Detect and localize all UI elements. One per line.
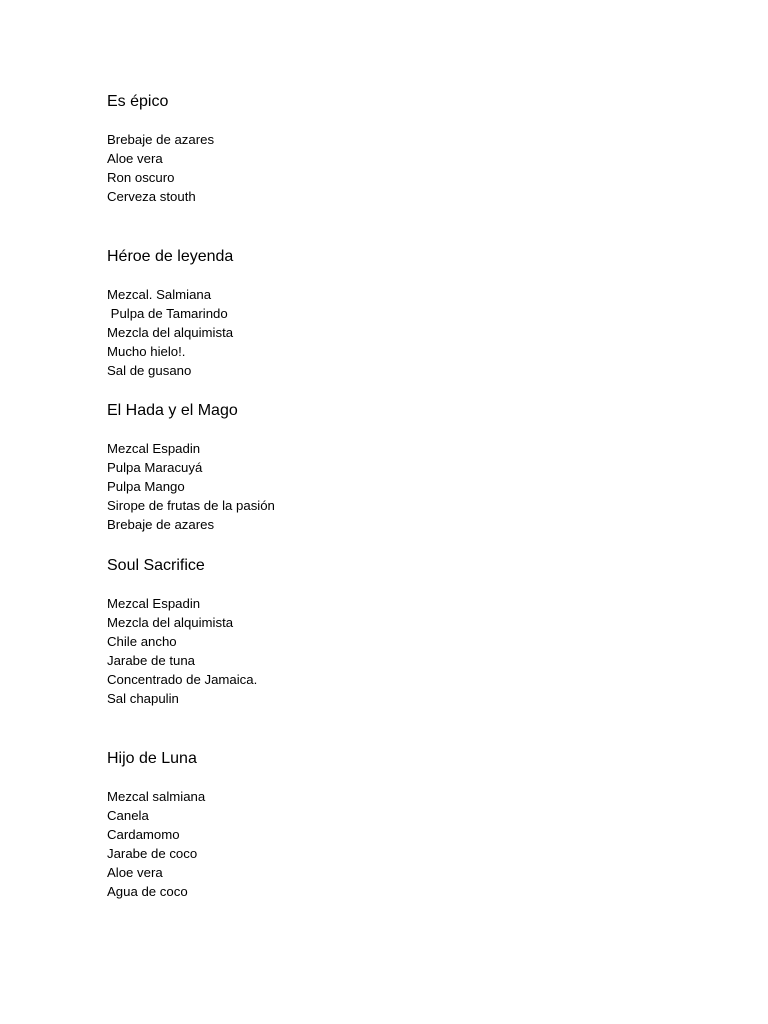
ingredient-list <box>107 787 205 902</box>
ingredient-item: Mezcal salmiana <box>107 789 206 804</box>
ingredient-item: Sal de gusano <box>107 363 192 379</box>
ingredient-item: Pulpa de Tamarindo <box>107 306 228 322</box>
ingredient-item: Mezcal. Salmiana <box>107 287 212 302</box>
recipe-hijo-de-luna <box>107 749 205 902</box>
ingredient-item: Cerveza stouth <box>107 189 196 205</box>
ingredient-item: Aloe vera <box>107 151 163 167</box>
ingredient-item: Brebaje de azares <box>107 517 215 533</box>
ingredient-list <box>107 285 233 380</box>
recipe-soul-sacrifice <box>107 556 257 709</box>
ingredient-item: Sal chapulin <box>107 691 179 707</box>
ingredient-list <box>107 439 275 534</box>
recipe-heroe-de-leyenda <box>107 247 233 380</box>
ingredient-item: Ron oscuro <box>107 170 175 186</box>
ingredient-item: Aloe vera <box>107 865 163 881</box>
ingredient-list <box>107 130 214 206</box>
ingredient-item: Jarabe de coco <box>107 846 198 862</box>
recipe-title: Soul Sacrifice <box>107 557 205 574</box>
ingredient-item: Mezcla del alquimista <box>107 615 234 631</box>
ingredient-item: Cardamomo <box>107 827 180 843</box>
ingredient-item: Agua de coco <box>107 884 188 900</box>
ingredient-item: Jarabe de tuna <box>107 653 195 669</box>
recipe-title: Héroe de leyenda <box>107 248 234 265</box>
recipe-title: El Hada y el Mago <box>107 402 238 419</box>
recipe-title: Es épico <box>107 93 169 110</box>
ingredient-item: Pulpa Mango <box>107 479 185 495</box>
ingredient-item: Mezcal Espadin <box>107 596 201 611</box>
ingredient-item: Mezcal Espadin <box>107 441 201 456</box>
ingredient-item: Chile ancho <box>107 634 177 650</box>
recipe-title: Hijo de Luna <box>107 750 197 767</box>
recipe-es-epico <box>107 92 214 206</box>
recipe-el-hada-y-el-mago <box>107 401 275 534</box>
ingredient-item: Mezcla del alquimista <box>107 325 234 341</box>
ingredient-item: Brebaje de azares <box>107 132 215 147</box>
ingredient-item: Concentrado de Jamaica. <box>107 672 258 688</box>
ingredient-list <box>107 594 257 709</box>
ingredient-item: Sirope de frutas de la pasión <box>107 498 275 514</box>
ingredient-item: Canela <box>107 808 149 824</box>
ingredient-item: Mucho hielo!. <box>107 344 186 360</box>
ingredient-item: Pulpa Maracuyá <box>107 460 203 476</box>
